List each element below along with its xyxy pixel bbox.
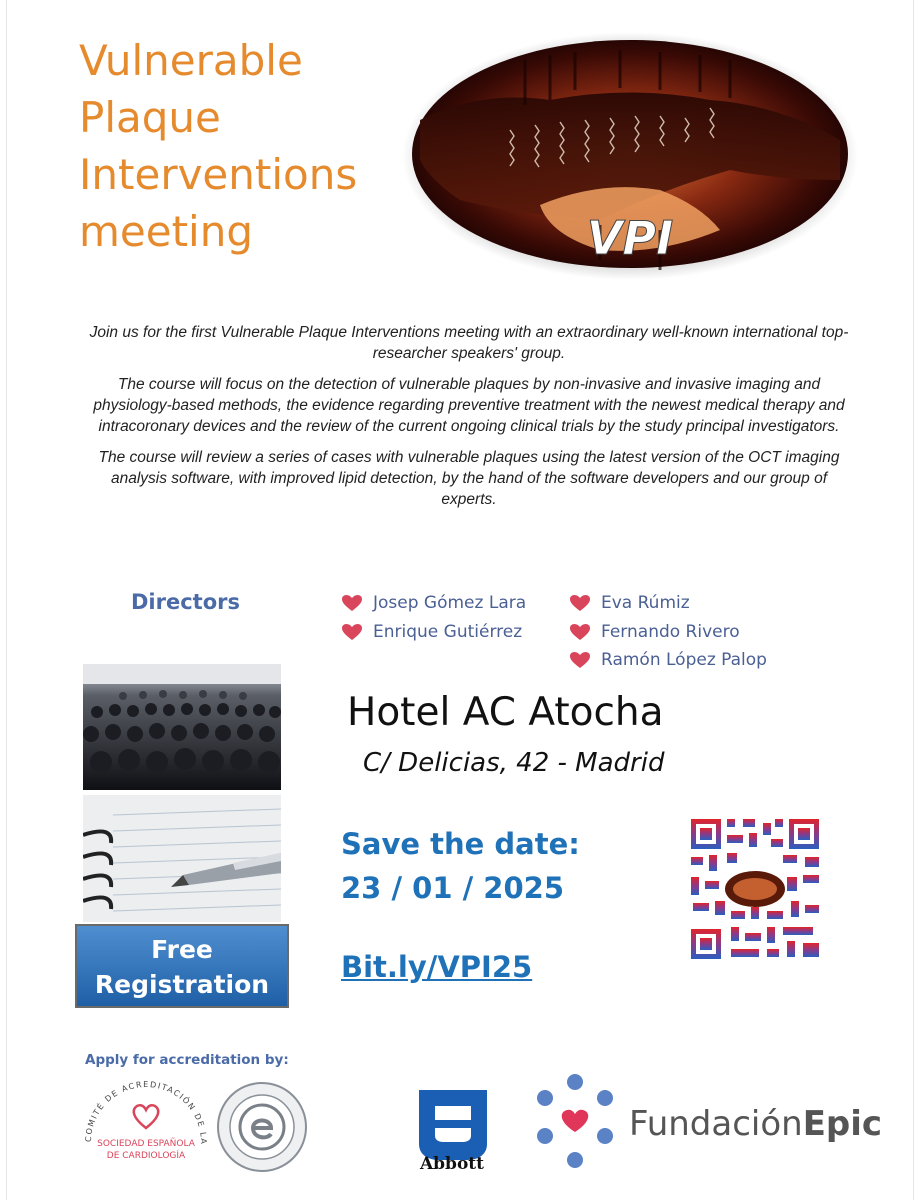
save-date-label: Save the date: [341, 827, 580, 861]
intro-text [89, 322, 849, 520]
venue-name: Hotel AC Atocha [347, 690, 664, 735]
director-name: Josep Gómez Lara [373, 593, 527, 614]
registration-line: Registration [94, 970, 270, 999]
director-name: Enrique Gutiérrez [373, 621, 523, 642]
registration-link[interactable]: Bit.ly/VPI25 [341, 950, 533, 984]
director-item [569, 646, 767, 675]
accreditation-label: Apply for accreditation by: [85, 1052, 289, 1068]
heart-icon [569, 651, 591, 669]
director-item [569, 618, 767, 647]
director-name: Fernando Rivero [601, 621, 740, 642]
title-line: meeting [79, 207, 254, 256]
qr-code-icon[interactable] [687, 815, 823, 963]
abbott-name: Abbott [419, 1154, 484, 1174]
sec-arc-text: COMITÉ DE ACREDITACIÓN DE LA [83, 1080, 209, 1146]
flyer-page [6, 0, 914, 1200]
fundacion-epic-name [629, 1104, 882, 1144]
directors-column-1 [341, 589, 526, 646]
intro-paragraph: The course will review a series of cases with vulnerable plaques using the latest version of the OCT imaging analysis software, with improved lipid detection, by the hand of the software developers and our group of experts. [98, 449, 840, 508]
heart-icon [341, 623, 363, 641]
heart-icon [341, 594, 363, 612]
title-line: Plaque [79, 93, 221, 142]
save-the-date [341, 822, 580, 910]
venue-address: C/ Delicias, 42 - Madrid [363, 748, 665, 778]
director-item [341, 589, 526, 618]
notebook-pen-photo [83, 795, 281, 922]
audience-photo [83, 664, 281, 790]
directors-column-2 [569, 589, 767, 675]
director-item [341, 618, 526, 647]
sec-name-line: SOCIEDAD ESPAÑOLA [97, 1139, 195, 1149]
director-item [569, 589, 767, 618]
sec-cardiology-logo [81, 1080, 211, 1170]
title-line: Vulnerable [79, 36, 303, 85]
heart-icon [569, 594, 591, 612]
sec-name-line: DE CARDIOLOGÍA [106, 1151, 186, 1161]
epic-name-bold: Epic [802, 1104, 883, 1144]
vpi-logo-text: VPI [586, 211, 674, 265]
event-title [79, 32, 409, 260]
intro-paragraph: Join us for the first Vulnerable Plaque Interventions meeting with an extraordinary well-known international top-researcher speakers' group. [89, 324, 849, 362]
free-registration-button[interactable] [75, 924, 289, 1008]
intro-paragraph: The course will focus on the detection of vulnerable plaques by non-invasive and invasive imaging and physiology-based methods, the evidence regarding preventive treatment with the newest medical therapy and intracoronary devices and the review of the current ongoing clinical trials by the study principal investigators. [93, 376, 845, 435]
director-name: Ramón López Palop [601, 650, 767, 671]
event-date: 23 / 01 / 2025 [341, 871, 564, 905]
registration-line: Free [151, 935, 213, 964]
fundacion-epic-logo [529, 1072, 621, 1174]
title-line: Interventions [79, 150, 358, 199]
code-of-ethics-seal [215, 1080, 309, 1174]
vpi-logo [400, 30, 860, 282]
epic-name-regular: Fundación [629, 1104, 803, 1144]
director-name: Eva Rúmiz [601, 593, 690, 614]
directors-label: Directors [131, 590, 240, 614]
heart-icon [569, 623, 591, 641]
